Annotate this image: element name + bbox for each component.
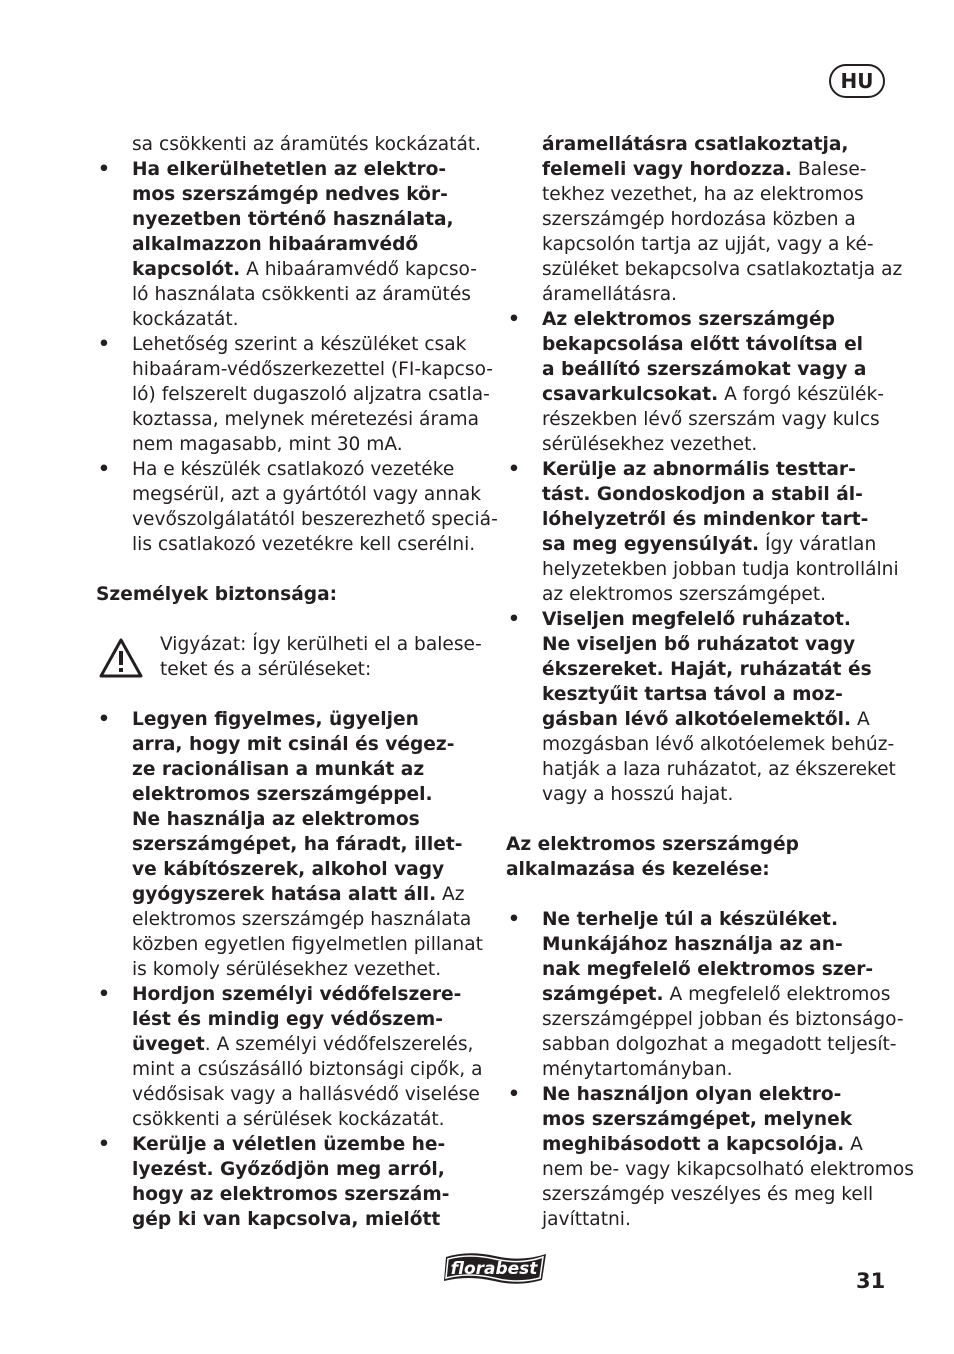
bullet-list <box>506 307 898 807</box>
bold-text-line: hogy az elektromos szerszám- <box>132 1184 450 1205</box>
text-line: védősisak vagy a hallásvédő viselése <box>132 1084 480 1105</box>
bullet-marker: • <box>98 1134 110 1155</box>
bold-text-line: Ne terhelje túl a készüléket. <box>542 909 839 930</box>
text-line: hatják a laza ruházatot, az ékszereket <box>542 759 896 780</box>
text-line: ló használata csökkenti az áramütés <box>132 284 471 305</box>
bold-text-run: kapcsolót. <box>132 259 241 280</box>
text-line: sabban dolgozhat a megadott teljesít- <box>542 1034 897 1055</box>
text-line: áramellátásra. <box>542 284 678 305</box>
bold-text-line: arra, hogy mit csinál és végez- <box>132 734 455 755</box>
bold-text-run: üveget <box>132 1034 205 1055</box>
mixed-text-line <box>542 532 898 557</box>
text-line: vagy a hosszú hajat. <box>542 784 734 805</box>
text-line: Ha e készülék csatlakozó vezetéke <box>132 459 455 480</box>
list-item <box>96 982 486 1132</box>
warning-note <box>96 632 486 682</box>
bold-text-line: Ne használjon olyan elektro- <box>542 1084 842 1105</box>
text-line: ménytartományban. <box>542 1059 733 1080</box>
text-line: ló) felszerelt dugaszoló aljzatra csatla- <box>132 384 490 405</box>
mixed-text-line <box>542 382 898 407</box>
right-column <box>506 132 914 1232</box>
bold-text-line: a beállító szerszámokat vagy a <box>542 359 867 380</box>
bullet-marker: • <box>98 159 110 180</box>
text-line: az elektromos szerszámgépet. <box>542 584 827 605</box>
bold-text-run: csavarkulcsokat. <box>542 384 719 405</box>
text-run: A <box>844 1134 863 1155</box>
mixed-text-line <box>132 1032 486 1057</box>
bold-text-line: Kerülje az abnormális testtar- <box>542 459 856 480</box>
warning-triangle-icon <box>98 637 144 679</box>
text-line: kapcsolón tartja az ujját, vagy a ké- <box>542 234 874 255</box>
bullet-marker: • <box>508 1084 520 1105</box>
bullet-marker: • <box>98 334 110 355</box>
section-title: Személyek biztonsága: <box>96 584 338 605</box>
bold-text-line: Viseljen megfelelő ruházatot. <box>542 609 851 630</box>
bold-text-line: Ne viseljen bő ruházatot vagy <box>542 634 856 655</box>
bullet-marker: • <box>508 609 520 630</box>
text-line: elektromos szerszámgép használata <box>132 909 472 930</box>
list-item <box>96 157 486 332</box>
bold-text-line: lést és mindig egy védőszem- <box>132 1009 443 1030</box>
bold-text-run: számgépet. <box>542 984 664 1005</box>
text-line: szerszámgép veszélyes és meg kell <box>542 1184 874 1205</box>
bold-text-line: ékszereket. Haját, ruházatát és <box>542 659 872 680</box>
mixed-text-line <box>132 257 486 282</box>
text-line: javíttatni. <box>542 1209 631 1230</box>
bold-text-line: Legyen figyelmes, ügyeljen <box>132 709 419 730</box>
text-line: sérülésekhez vezethet. <box>542 434 758 455</box>
bold-text-line: mos szerszámgépet, melynek <box>542 1109 853 1130</box>
bold-text-line: alkalmazzon hibaáramvédő <box>132 234 419 255</box>
bullet-marker: • <box>98 459 110 480</box>
logo-text: florabest <box>450 1259 538 1279</box>
text-line: megsérül, azt a gyártótól vagy annak <box>132 484 482 505</box>
text-run: . A személyi védőfelszerelés, <box>204 1034 474 1055</box>
list-item <box>506 307 898 457</box>
list-item <box>96 457 498 557</box>
bold-text-line: Az elektromos szerszámgép <box>542 309 835 330</box>
text-run: Az <box>436 884 465 905</box>
bold-text-line: kesztyűit tartsa távol a moz- <box>542 684 843 705</box>
mixed-text-line <box>542 1132 898 1157</box>
bullet-marker: • <box>98 709 110 730</box>
text-line: csökkenti a sérülések kockázatát. <box>132 1109 445 1130</box>
bold-text-line: lóhelyzetről és mindenkor tart- <box>542 509 869 530</box>
bold-text-run: sa meg egyensúlyát. <box>542 534 760 555</box>
text-line: szüléket bekapcsolva csatlakoztatja az <box>542 259 903 280</box>
bold-text-line: elektromos szerszámgéppel. <box>132 784 433 805</box>
text-run: A megfelelő elektromos <box>663 984 891 1005</box>
bold-text-line: áramellátásra csatlakoztatja, <box>542 134 849 155</box>
bold-text-line: szerszámgépet, ha fáradt, illet- <box>132 834 463 855</box>
list-item <box>506 457 898 607</box>
bold-text-line: Munkájához használja az an- <box>542 934 843 955</box>
bullet-marker: • <box>508 459 520 480</box>
bold-text-line: gép ki van kapcsolva, mielőtt <box>132 1209 441 1230</box>
text-line: kockázatát. <box>132 309 239 330</box>
bold-text-line: lyezést. Győződjön meg arról, <box>132 1159 445 1180</box>
text-line: helyzetekben jobban tudja kontrollálni <box>542 559 899 580</box>
text-line: Lehetőség szerint a készüléket csak <box>132 334 467 355</box>
continuation-line <box>96 132 486 157</box>
text-line: mint a csúszásálló biztonsági cipők, a <box>132 1059 483 1080</box>
bold-text-run: gásban lévő alkotóelemektől. <box>542 709 852 730</box>
text-run: Így váratlan <box>759 534 877 555</box>
bold-text-line: Kerülje a véletlen üzembe he- <box>132 1134 446 1155</box>
bold-text-line: Ha elkerülhetetlen az elektro- <box>132 159 447 180</box>
bold-text-line: nak megfelelő elektromos szer- <box>542 959 874 980</box>
bold-text-line: nyezetben történő használata, <box>132 209 454 230</box>
section-title-line: Az elektromos szerszámgép <box>506 834 799 855</box>
text-run: A forgó készülék- <box>718 384 884 405</box>
text-run: A <box>851 709 870 730</box>
bullet-marker: • <box>508 309 520 330</box>
bold-text-line: ze racionálisan a munkát az <box>132 759 425 780</box>
section-title-line: alkalmazása és kezelése: <box>506 859 770 880</box>
bold-text-line: Ne használja az elektromos <box>132 809 420 830</box>
text-line: szerszámgép hordozása közben a <box>542 209 856 230</box>
text-line: sa csökkenti az áramütés kockázatát. <box>132 134 482 155</box>
left-column <box>96 132 498 1232</box>
text-line: nem magasabb, mint 30 mA. <box>132 434 403 455</box>
bold-text-run: gyógyszerek hatása alatt áll. <box>132 884 437 905</box>
bold-text-run: meghibásodott a kapcsolója. <box>542 1134 845 1155</box>
list-item <box>506 1082 914 1232</box>
language-badge: HU <box>829 64 885 98</box>
list-item <box>96 332 494 457</box>
bullet-marker: • <box>98 984 110 1005</box>
list-item <box>96 1132 486 1232</box>
bold-text-line: mos szerszámgép nedves kör- <box>132 184 448 205</box>
warning-text-line: Vigyázat: Így kerülheti el a balese- <box>160 634 482 655</box>
mixed-text-line <box>542 707 898 732</box>
mixed-text-line <box>132 882 486 907</box>
bold-text-line: ve kábítószerek, alkohol vagy <box>132 859 445 880</box>
text-line: közben egyetlen figyelmetlen pillanat <box>132 934 483 955</box>
text-line: lis csatlakozó vezetékre kell cserélni. <box>132 534 476 555</box>
bold-text-run: felemeli vagy hordozza. <box>542 159 792 180</box>
bold-text-line: tást. Gondoskodjon a stabil ál- <box>542 484 863 505</box>
bullet-list <box>96 707 486 1232</box>
list-item <box>96 707 486 982</box>
page-number: 31 <box>856 1269 886 1293</box>
bullet-marker: • <box>508 909 520 930</box>
mixed-text-line <box>542 157 898 182</box>
text-line: nem be- vagy kikapcsolható elektromos <box>542 1159 914 1180</box>
text-line: tekhez vezethet, ha az elektromos <box>542 184 864 205</box>
text-run: Balese- <box>791 159 867 180</box>
bullet-list <box>96 157 498 557</box>
section-title <box>506 832 898 882</box>
bold-text-line: Hordjon személyi védőfelszere- <box>132 984 462 1005</box>
list-item <box>506 607 898 807</box>
bullet-list <box>506 907 914 1232</box>
text-line: mozgásban lévő alkotóelemek behúz- <box>542 734 895 755</box>
warning-text-line: teket és a sérüléseket: <box>160 659 372 680</box>
list-item <box>506 907 904 1082</box>
florabest-logo <box>438 1246 552 1288</box>
text-line: szerszámgéppel jobban és biztonságo- <box>542 1009 904 1030</box>
text-line: is komoly sérülésekhez vezethet. <box>132 959 442 980</box>
text-line: részekben lévő szerszám vagy kulcs <box>542 409 880 430</box>
continuation-block <box>506 132 903 307</box>
text-line: vevőszolgálatától beszerezhető speciá- <box>132 509 498 530</box>
text-line: koztassa, melynek méretezési árama <box>132 409 479 430</box>
text-run: A hibaáramvédő kapcso- <box>240 259 477 280</box>
text-line: hibaáram-védőszerkezettel (FI-kapcso- <box>132 359 494 380</box>
mixed-text-line <box>542 982 898 1007</box>
bold-text-line: bekapcsolása előtt távolítsa el <box>542 334 864 355</box>
